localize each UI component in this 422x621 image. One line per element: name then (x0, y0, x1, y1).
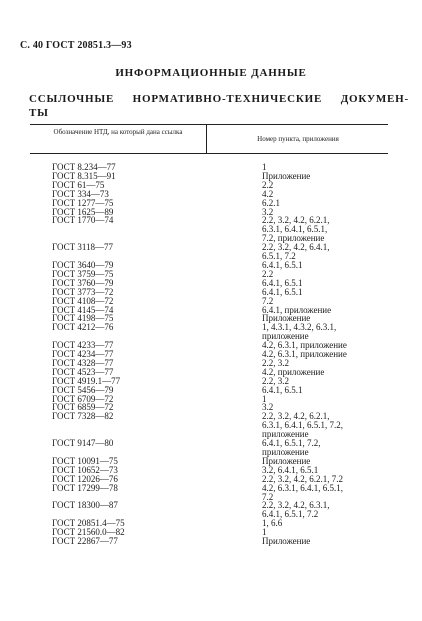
table-row (0, 323, 422, 341)
ntd-designation: ГОСТ 3760—79 (52, 277, 114, 288)
table-row (0, 216, 422, 243)
clause-reference: Приложение (262, 313, 311, 324)
ntd-designation: ГОСТ 61—75 (52, 179, 105, 190)
document-title-line-1 (29, 92, 409, 106)
ntd-designation: ГОСТ 4233—77 (52, 340, 114, 351)
ntd-designation: ГОСТ 22867—77 (52, 536, 118, 547)
clause-reference: 3.2 (262, 402, 274, 413)
ntd-designation: ГОСТ 20851.4—75 (52, 518, 125, 529)
ntd-designation: ГОСТ 4198—75 (52, 313, 114, 324)
ntd-designation: ГОСТ 1277—75 (52, 197, 114, 208)
table-header-rule (30, 153, 388, 154)
clause-reference: 1 (262, 527, 267, 538)
clause-reference: 2.2, 3.2, 4.2, 6.3.1, 6.4.1, 6.5.1, 7.2 (262, 500, 330, 520)
clause-reference: 2.2 (262, 179, 274, 190)
document-title-line-2: ТЫ (29, 107, 49, 119)
ntd-designation: ГОСТ 8.315—91 (52, 170, 116, 181)
clause-reference: 6.4.1, 6.5.1 (262, 384, 303, 395)
clause-reference: 6.4.1, приложение (262, 304, 332, 315)
clause-reference: 4.2, приложение (262, 366, 325, 377)
ntd-designation: ГОСТ 10091—75 (52, 455, 118, 466)
section-title: ИНФОРМАЦИОННЫЕ ДАННЫЕ (115, 67, 307, 79)
clause-reference: 4.2 (262, 188, 274, 199)
ntd-designation: ГОСТ 10652—73 (52, 464, 118, 475)
ntd-designation: ГОСТ 4234—77 (52, 349, 114, 360)
clause-reference: Приложение (262, 170, 311, 181)
ntd-designation: ГОСТ 8.234—77 (52, 162, 116, 172)
ntd-designation: ГОСТ 3773—72 (52, 286, 114, 297)
ntd-designation: ГОСТ 4212—76 (52, 322, 114, 333)
clause-reference: 2.2, 3.2, 4.2, 6.2.1, 6.3.1, 6.4.1, 6.5.1, 7.2, приложение (262, 215, 330, 244)
document-title (29, 92, 409, 120)
clause-reference: 2.2, 3.2, 4.2, 6.2.1, 7.2 (262, 473, 343, 484)
clause-reference: 3.2 (262, 206, 274, 217)
clause-reference: 7.2 (262, 295, 274, 306)
title-word-3: ДОКУМЕН- (340, 93, 409, 105)
ntd-designation: ГОСТ 4523—77 (52, 366, 114, 377)
clause-reference: 3.2, 6.4.1, 6.5.1 (262, 464, 319, 475)
clause-reference: 4.2, 6.3.1, приложение (262, 340, 347, 351)
ntd-designation: ГОСТ 3759—75 (52, 268, 114, 279)
table-row (0, 484, 422, 502)
ntd-designation: ГОСТ 17299—78 (52, 482, 118, 493)
ntd-designation: ГОСТ 3640—79 (52, 259, 114, 270)
clause-reference: 2.2, 3.2 (262, 375, 289, 386)
clause-reference: 1 (262, 393, 267, 404)
clause-reference: 2.2, 3.2, 4.2, 6.2.1, 6.3.1, 6.4.1, 6.5.1, 7.2, приложение (262, 411, 343, 440)
clause-reference: 4.2, 6.3.1, приложение (262, 349, 347, 360)
table-body (0, 163, 422, 546)
table-row (0, 501, 422, 519)
page-header: С. 40 ГОСТ 20851.3—93 (20, 40, 132, 51)
ntd-designation: ГОСТ 7328—82 (52, 411, 114, 422)
clause-reference: Приложение (262, 455, 311, 466)
ntd-designation: ГОСТ 4145—74 (52, 304, 114, 315)
table-row (0, 439, 422, 457)
clause-reference: 1 (262, 162, 267, 172)
clause-reference: 6.4.1, 6.5.1, 7.2, приложение (262, 438, 321, 457)
clause-reference: 2.2 (262, 268, 274, 279)
table-row (0, 537, 422, 546)
clause-reference: 6.2.1 (262, 197, 280, 208)
ntd-designation: ГОСТ 5456—79 (52, 384, 114, 395)
ntd-designation: ГОСТ 334—73 (52, 188, 109, 199)
clause-reference: Приложение (262, 536, 311, 547)
ntd-designation: ГОСТ 21560.0—82 (52, 527, 125, 538)
clause-reference: 6.4.1, 6.5.1 (262, 277, 303, 288)
clause-reference: 6.4.1, 6.5.1 (262, 259, 303, 270)
title-word-1: ССЫЛОЧНЫЕ (29, 93, 115, 105)
clause-reference: 4.2, 6.3.1, 6.4.1, 6.5.1, 7.2 (262, 482, 343, 502)
clause-reference: 2.2, 3.2 (262, 357, 289, 368)
ntd-designation: ГОСТ 6709—72 (52, 393, 114, 404)
ntd-designation: ГОСТ 6859—72 (52, 402, 114, 413)
table-column-divider (206, 124, 207, 153)
clause-reference: 2.2, 3.2, 4.2, 6.4.1, 6.5.1, 7.2 (262, 242, 330, 262)
ntd-designation: ГОСТ 1770—74 (52, 215, 114, 226)
clause-reference: 6.4.1, 6.5.1 (262, 286, 303, 297)
ntd-designation: ГОСТ 1625—89 (52, 206, 114, 217)
title-word-2: НОРМАТИВНО-ТЕХНИЧЕСКИЕ (132, 93, 323, 105)
clause-reference: 1, 4.3.1, 4.3.2, 6.3.1, приложение (262, 322, 337, 342)
ntd-designation: ГОСТ 4919.1—77 (52, 375, 121, 386)
ntd-designation: ГОСТ 9147—80 (52, 438, 114, 449)
ntd-designation: ГОСТ 18300—87 (52, 500, 118, 511)
ntd-designation: ГОСТ 4108—72 (52, 295, 114, 306)
table-row (0, 412, 422, 439)
table-row (0, 243, 422, 261)
ntd-designation: ГОСТ 3118—77 (52, 242, 114, 253)
table-header-clause-number: Номер пункта, приложения (257, 135, 339, 143)
table-top-rule (30, 124, 388, 125)
table-header-ntd-designation: Обозначение НТД, на который дана ссылка (53, 128, 183, 136)
ntd-designation: ГОСТ 4328—77 (52, 357, 114, 368)
ntd-designation: ГОСТ 12026—76 (52, 473, 118, 484)
clause-reference: 1, 6.6 (262, 518, 283, 529)
